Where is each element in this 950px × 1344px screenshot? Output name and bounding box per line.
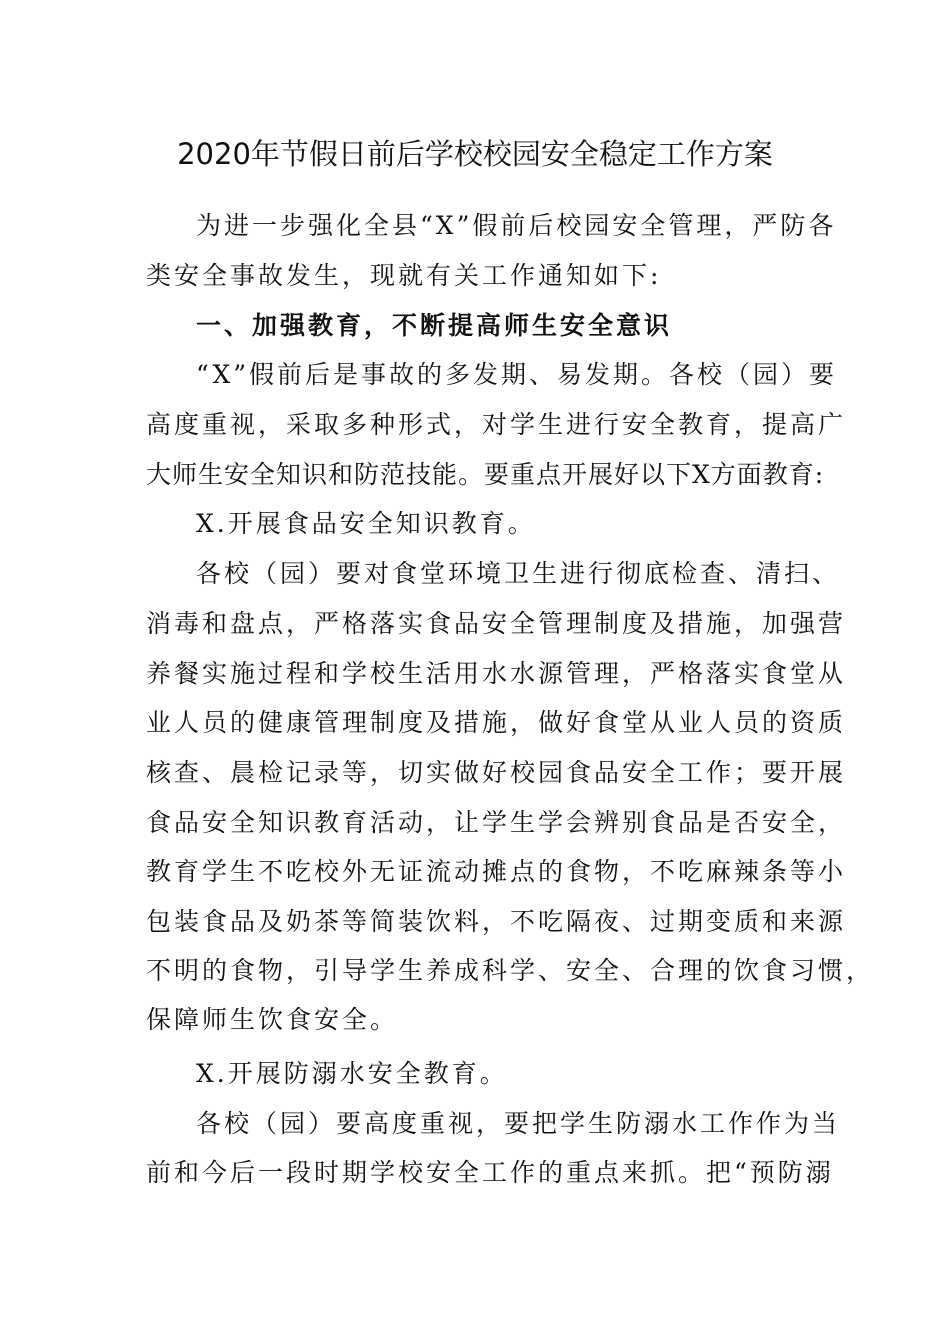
- paragraph-line: 业人员的健康管理制度及措施，做好食堂从业人员的资质: [146, 708, 847, 737]
- paragraph-line: 前和今后一段时期学校安全工作的重点来抓。把“预防溺: [146, 1158, 834, 1187]
- paragraph-line: 各校（园）要对食堂环境卫生进行彻底检查、清扫、: [196, 559, 841, 588]
- section-heading: 一、加强教育，不断提高师生安全意识: [196, 311, 673, 340]
- paragraph-line: 高度重视，采取多种形式，对学生进行安全教育，提高广: [146, 410, 847, 439]
- paragraph-line: 消毒和盘点，严格落实食品安全管理制度及措施，加强营: [146, 609, 847, 638]
- paragraph-line: 为进一步强化全县“X”假前后校园安全管理，严防各: [196, 211, 837, 240]
- paragraph-line: 食品安全知识教育活动，让学生学会辨别食品是否安全，: [146, 808, 847, 837]
- document-title: 2020年节假日前后学校校园安全稳定工作方案: [177, 137, 773, 171]
- paragraph-line: 教育学生不吃校外无证流动摊点的食物，不吃麻辣条等小: [146, 857, 847, 886]
- paragraph-line: 包装食品及奶茶等简装饮料，不吃隔夜、过期变质和来源: [146, 907, 847, 936]
- paragraph-line: 类安全事故发生，现就有关工作通知如下:: [146, 261, 662, 290]
- paragraph-line: 各校（园）要高度重视，要把学生防溺水工作作为当: [196, 1109, 841, 1138]
- paragraph-line: 不明的食物，引导学生养成科学、安全、合理的饮食习惯，: [146, 956, 875, 985]
- subsection-heading: X.开展食品安全知识教育。: [196, 509, 536, 538]
- paragraph-line: 核查、晨检记录等，切实做好校园食品安全工作；要开展: [146, 758, 847, 787]
- paragraph-line: 大师生安全知识和防范技能。要重点开展好以下X方面教育:: [146, 460, 825, 489]
- subsection-heading: X.开展防溺水安全教育。: [196, 1059, 508, 1088]
- paragraph-line: 保障师生饮食安全。: [146, 1005, 399, 1034]
- paragraph-line: “X”假前后是事故的多发期、易发期。各校（园）要: [196, 360, 838, 389]
- paragraph-line: 养餐实施过程和学校生活用水水源管理，严格落实食堂从: [146, 659, 847, 688]
